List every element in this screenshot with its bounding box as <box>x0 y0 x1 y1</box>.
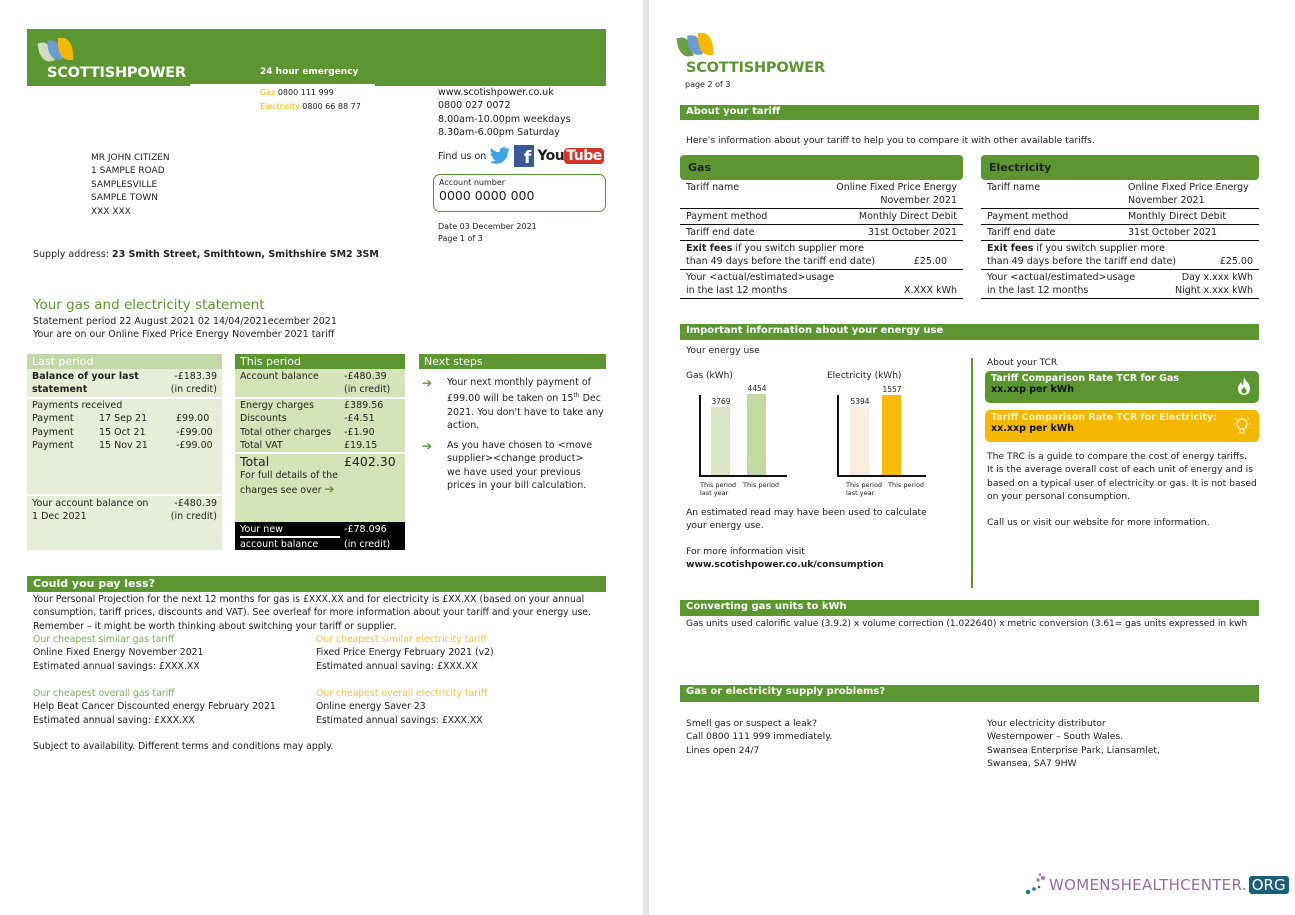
website-link[interactable]: www.scotishpower.co.uk <box>438 87 554 98</box>
gas-tariff-table <box>680 155 963 299</box>
gas-value-last-year: 3769 <box>711 397 731 406</box>
pay-less-section: Your Personal Projection for the next 12 months for gas is £XXX.XX and for electricity is £XX.XX (based on your annual consumption, tariff prices, discounts and VAT). See overleaf for more information about your tariff and your energy use. Remember – it might be worth thinking about switching your tariff or supplier. <box>33 594 591 632</box>
last-period-panel <box>27 354 222 550</box>
this-account-balance-row: Account balance -£480.39 (in credit) <box>240 371 391 396</box>
account-number-box <box>433 174 606 212</box>
twitter-icon[interactable] <box>489 147 511 165</box>
tcr-call-note: Call us or visit our website for more information. <box>987 517 1210 528</box>
brand-logo-text: SCOTTISHPOWER <box>686 60 825 76</box>
watermark <box>1025 873 1289 897</box>
this-period-panel <box>235 354 405 550</box>
usage-row: Your <actual/estimated>usage in the last 12 months X.XXX kWh <box>680 270 963 299</box>
this-period-title: This period <box>235 354 405 369</box>
payments-received-label: Payments received <box>32 399 123 411</box>
gas-chart-title: Gas (kWh) <box>686 371 733 381</box>
charge-row: Total other charges -£1.90 <box>240 426 375 438</box>
contact-info <box>438 86 571 140</box>
electricity-chart-y-axis <box>837 395 839 477</box>
payment-row: Payment 15 Oct 21 -£99.00 <box>32 426 213 438</box>
gas-bar-this-period <box>747 394 766 475</box>
electricity-tcr-value: xx.xxp per kWh <box>991 423 1075 434</box>
gas-value-this-period: 4454 <box>747 384 767 393</box>
statement-details <box>33 315 337 342</box>
payment-method-row: Payment method Monthly Direct Debit <box>981 209 1259 225</box>
brand-logo-text: SCOTTISHPOWER <box>47 65 186 81</box>
facebook-icon[interactable]: f <box>514 145 534 167</box>
find-us-label: Find us on <box>438 150 487 162</box>
similar-gas-tariff: Our cheapest similar gas tariff Online Fixed Energy November 2021 Estimated annual savings: £XXX.XX <box>33 634 204 672</box>
gas-label-this-period: This period <box>743 481 780 489</box>
gas-table-title: Gas <box>680 155 963 180</box>
electricity-tcr-box: Tariff Comparison Rate TCR for Electricity: xx.xxp per kWh <box>985 410 1259 442</box>
tariff-end-row: Tariff end date 31st October 2021 <box>680 225 963 241</box>
similar-electricity-tariff: Our cheapest similar electricity tariff Fixed Price Energy February 2021 (v2) Estimated annual saving: £XXX.XX <box>316 634 494 672</box>
supply-address: Supply address: 23 Smith Street, Smithtown, Smithshire SM2 3SM <box>33 249 379 260</box>
supply-problems-title: Gas or electricity supply problems? <box>680 685 1259 702</box>
bill-date: Date 03 December 2021 <box>438 222 537 231</box>
lightbulb-icon <box>1233 414 1251 438</box>
electricity-chart-x-axis <box>837 475 926 477</box>
statement-title: Your gas and electricity statement <box>33 297 265 313</box>
about-tcr-label: About your TCR <box>987 358 1058 368</box>
youtube-icon[interactable]: You Tube <box>537 148 602 164</box>
estimated-read-note: An estimated read may have been used to calculate your energy use. <box>686 507 927 532</box>
electricity-chart-title: Electricity (kWh) <box>827 371 902 381</box>
account-number: 0000 0000 000 <box>439 188 535 203</box>
page-number: Page 1 of 3 <box>438 234 483 243</box>
bill-page-1 <box>0 0 643 915</box>
gas-tcr-value: xx.xxp per kWh <box>991 384 1075 395</box>
charges-list <box>235 399 405 453</box>
gas-chart-x-axis <box>699 475 787 477</box>
overall-electricity-tariff: Our cheapest overall electricity tariff Online energy Saver 23 Estimated annual savings: £XXX.XX <box>316 688 488 726</box>
charge-row: Discounts -£4.51 <box>240 413 375 425</box>
gas-bar-last-year <box>711 407 730 475</box>
current-tariff: Your are on our Online Fixed Price Energy November 2021 tariff <box>33 329 335 341</box>
converting-title: Converting gas units to kWh <box>680 600 1259 616</box>
next-step-item: ➔ Your next monthly payment of £99.00 will be taken on 15th Dec 2021. You don't have to take any action. <box>419 376 606 433</box>
flame-icon <box>1237 376 1251 396</box>
exit-fees-row: Exit fees if you switch supplier more than 49 days before the tariff end date) £25.00 <box>680 241 963 270</box>
electricity-bar-this-period <box>882 395 901 475</box>
total-row: Total £402.30 <box>240 454 396 470</box>
payment-row: Payment 17 Sep 21 £99.00 <box>32 413 210 425</box>
tcr-explanation: The TRC is a guide to compare the cost of energy tariffs. It is the average overall cost of each unit of energy and is based on a typical user of electricity or gas. It is not based on your personal consumption. <box>987 451 1257 503</box>
charge-row: Energy charges £389.56 <box>240 399 384 411</box>
tariff-end-row: Tariff end date 31st October 2021 <box>981 225 1259 241</box>
next-step-item: ➔ As you have chosen to <move supplier><change product> we have used your previous prices in your bill calculation. <box>419 439 606 493</box>
next-steps-panel <box>419 354 606 492</box>
date-page-info <box>438 221 537 245</box>
availability-footnote: Subject to availability. Different terms and conditions may apply. <box>33 741 334 752</box>
gas-chart-y-axis <box>699 395 701 477</box>
energy-use-subtitle: Your energy use <box>686 345 760 356</box>
charge-row: Total VAT £19.15 <box>240 440 378 452</box>
gas-leak-info: Smell gas or suspect a leak? Call 0800 111 999 immediately. Lines open 24/7 <box>686 718 833 756</box>
section-divider <box>971 358 973 588</box>
usage-row: Your <actual/estimated>usage in the last 12 months Day x.xxx kWh Night x.xxx kWh <box>981 270 1259 299</box>
electricity-bar-last-year <box>850 407 869 475</box>
account-balance-row: Your account balance on 1 Dec 2021 -£480.39 (in credit) <box>32 498 217 523</box>
energy-use-title: Important information about your energy use <box>680 324 1259 340</box>
tariff-name-row: Tariff name Online Fixed Price Energy November 2021 <box>981 180 1259 209</box>
electricity-table-title: Electricity <box>981 155 1259 180</box>
arrow-right-icon: ➔ <box>422 376 433 390</box>
electricity-label: Electricity <box>260 101 300 111</box>
last-statement-balance-row: Balance of your last statement -£183.39 (in credit) <box>32 371 217 396</box>
watermark-text: WOMENSHEALTHCENTER. <box>1049 876 1247 894</box>
payment-row: Payment 15 Nov 21 -£99.00 <box>32 440 213 452</box>
watermark-tld: ORG <box>1249 876 1289 894</box>
arrow-right-icon: ➔ <box>422 438 433 453</box>
emergency-numbers <box>260 86 361 113</box>
consumption-link[interactable]: www.scotishpower.co.uk/consumption <box>686 559 884 571</box>
pay-less-title: Could you pay less? <box>27 576 606 592</box>
payments-list <box>27 412 222 452</box>
more-info: For more information visit www.scotishpower.co.uk/consumption <box>686 546 884 571</box>
electricity-label-this-period: This period <box>888 481 925 489</box>
payment-method-row: Payment method Monthly Direct Debit <box>680 209 963 225</box>
contact-phone: 0800 027 0072 <box>438 100 511 112</box>
hours-weekdays: 8.00am-10.00pm weekdays <box>438 113 571 125</box>
last-period-title: Last period <box>27 354 222 369</box>
customer-address: MR JOHN CITIZEN 1 SAMPLE ROAD SAMPLESVILLE SAMPLE TOWN XXX XXX <box>91 153 170 217</box>
scottishpower-logo-icon <box>39 36 79 66</box>
new-balance-box: Your new -£78.096 account balance (in credit) <box>235 522 405 550</box>
electricity-value-last-year: 5394 <box>850 397 870 406</box>
converting-formula: Gas units used calorific value (3.9.2) x volume correction (1.022640) x metric conversion (3.61= gas units expressed in kwh <box>686 619 1248 629</box>
statement-period: Statement period 22 August 2021 02 14/04/2021ecember 2021 <box>33 316 337 327</box>
page-number: page 2 of 3 <box>685 80 731 89</box>
account-number-label: Account number <box>439 178 506 187</box>
exit-fees-row: Exit fees if you switch supplier more than 49 days before the tariff end date) £25.00 <box>981 241 1259 270</box>
electricity-tariff-table <box>981 155 1259 299</box>
hours-saturday: 8.30am-6.00pm Saturday <box>438 127 560 139</box>
arrow-right-icon: ➔ <box>324 481 335 496</box>
next-steps-title: Next steps <box>419 354 606 369</box>
about-tariff-title: About your tariff <box>680 105 1259 120</box>
gas-emergency-number: 0800 111 999 <box>277 88 334 97</box>
full-details-note: For full details of the charges see over ➔ <box>240 470 338 496</box>
electricity-distributor-info: Your electricity distributor Westernpower – South Wales. Swansea Enterprise Park, Liansamlet, Swansea, SA7 9HW <box>987 718 1160 770</box>
electricity-label-last-year: This period last year <box>846 481 883 497</box>
gas-label: Gas <box>260 88 276 97</box>
scottishpower-logo-icon <box>678 31 718 61</box>
about-tariff-intro: Here's information about your tariff to help you to compare it with other available tariffs. <box>686 135 1095 146</box>
dots-logo-icon <box>1025 873 1049 897</box>
emergency-title: 24 hour emergency <box>260 67 359 77</box>
electricity-emergency-number: 0800 66 88 77 <box>302 101 361 111</box>
gas-label-last-year: This period last year <box>700 481 737 497</box>
overall-gas-tariff: Our cheapest overall gas tariff Help Beat Cancer Discounted energy February 2021 Estimated annual saving: £XXX.XX <box>33 688 276 726</box>
electricity-value-this-period: 1557 <box>882 385 902 394</box>
gas-tcr-box: Tariff Comparison Rate TCR for Gas xx.xxp per kWh <box>985 371 1259 403</box>
tariff-name-row: Tariff name Online Fixed Price Energy November 2021 <box>680 180 963 209</box>
social-links <box>438 145 604 167</box>
